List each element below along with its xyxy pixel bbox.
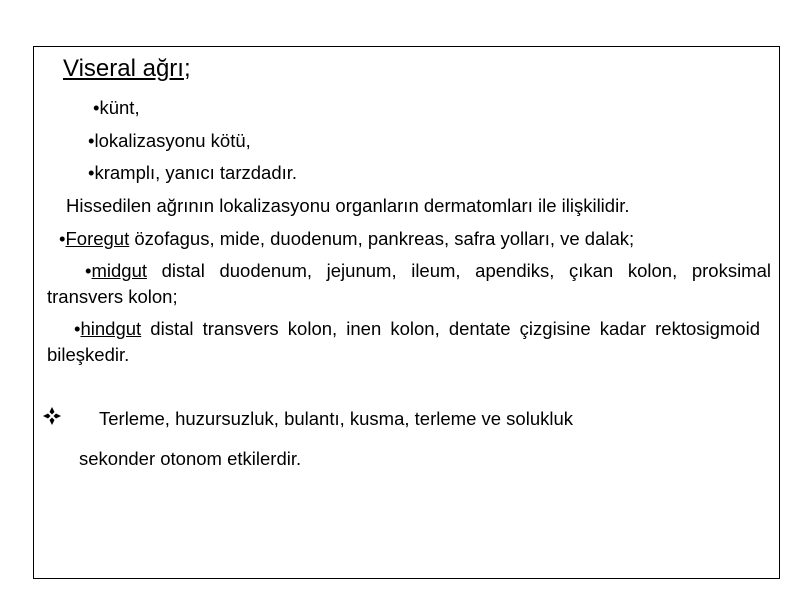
hindgut-term: hindgut: [80, 318, 142, 339]
foregut-term: Foregut: [65, 228, 130, 249]
bullet-kunt: •künt,: [93, 97, 140, 118]
note-line-2: sekonder otonom etkilerdir.: [79, 448, 302, 469]
slide-title: [63, 55, 191, 83]
midgut-text: distal duodenum, jejunum, ileum, apendiks, çıkan kolon, proksimal transvers kolon;: [47, 260, 771, 307]
foregut-line: [59, 228, 634, 250]
foregut-text: özofagus, mide, duodenum, pankreas, safra yolları, ve dalak;: [129, 228, 635, 249]
midgut-term: midgut: [91, 260, 148, 281]
midgut-paragraph: [47, 258, 771, 310]
bullet-lokalizasyon: •lokalizasyonu kötü,: [88, 130, 251, 151]
foregut-bullet: •: [59, 228, 66, 249]
note-line-1: Terleme, huzursuzluk, bulantı, kusma, terleme ve solukluk: [99, 408, 574, 429]
title-label: Viseral ağrı: [63, 55, 184, 82]
title-suffix: ;: [183, 55, 191, 82]
diamond-bullet-icon: [42, 406, 62, 426]
hindgut-paragraph: [47, 316, 760, 368]
dermatome-statement: Hissedilen ağrının lokalizasyonu organların dermatomları ile ilişkilidir.: [66, 195, 630, 216]
hindgut-text: distal transvers kolon, inen kolon, dentate çizgisine kadar rektosigmoid bileşkedir.: [47, 318, 760, 365]
slide-frame: [33, 46, 780, 579]
midgut-bullet: •: [85, 260, 92, 281]
hindgut-bullet: •: [74, 318, 81, 339]
bullet-kramp: •kramplı, yanıcı tarzdadır.: [88, 162, 298, 183]
